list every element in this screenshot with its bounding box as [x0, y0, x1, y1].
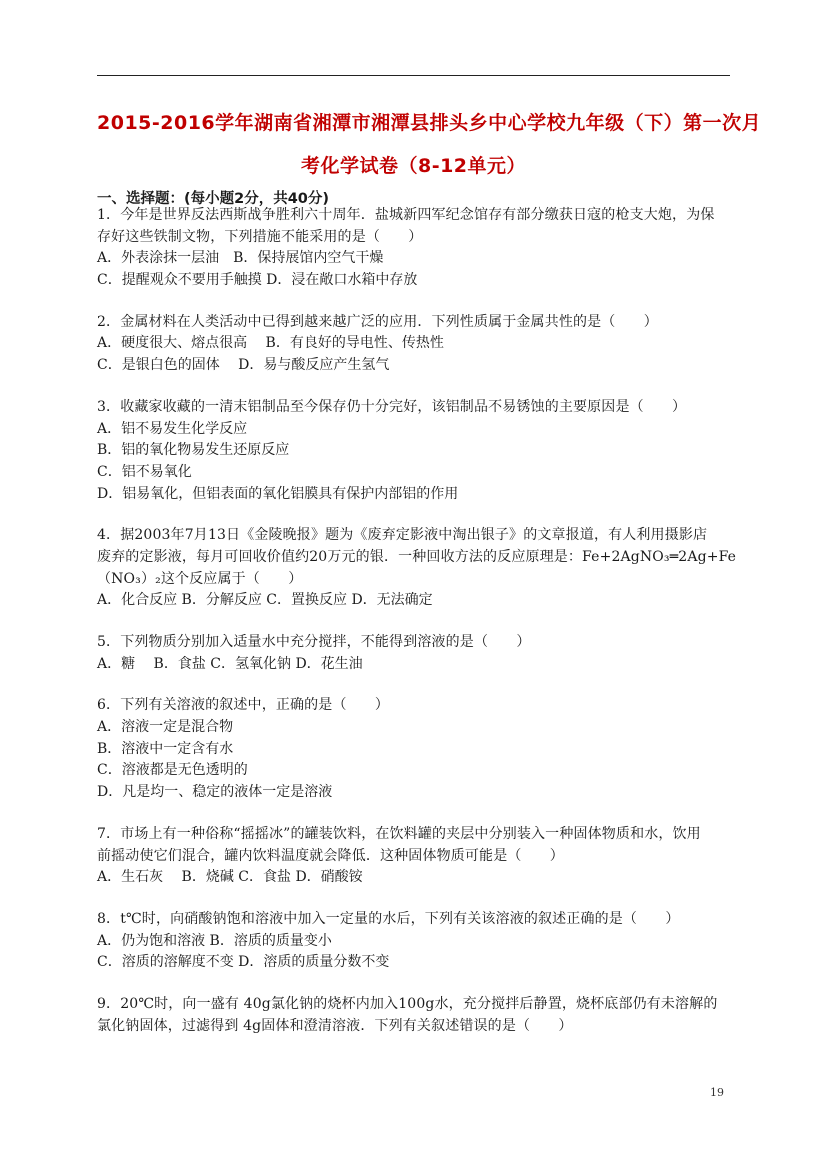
question-5	[97, 632, 737, 675]
question-stem-line: 前摇动使它们混合，罐内饮料温度就会降低．这种固体物质可能是（ ）	[97, 847, 564, 864]
answer-option-line: C．是银白色的固体 D．易与酸反应产生氢气	[97, 357, 390, 374]
answer-option-line: B．溶液中一定含有水	[97, 740, 234, 757]
question-2	[97, 312, 737, 377]
question-stem-line: 9．20℃时，向一盛有 40g氯化钠的烧杯内加入100g水，充分搅拌后静置，烧杯底部仍有未溶解的	[97, 995, 718, 1012]
question-stem-line: 2．金属材料在人类活动中已得到越来越广泛的应用．下列性质属于金属共性的是（ ）	[97, 313, 658, 330]
question-stem-line: 4．据2003年7月13日《金陵晚报》题为《废弃定影液中淘出银子》的文章报道，有人利用摄影店	[97, 527, 708, 544]
exam-title-line-1: 2015-2016学年湖南省湘潭市湘潭县排头乡中心学校九年级（下）第一次月	[97, 112, 762, 134]
answer-option-line: D．凡是均一、稳定的液体一定是溶液	[97, 784, 333, 801]
question-stem-line: 存好这些铁制文物，下列措施不能采用的是（ ）	[97, 228, 423, 245]
page-number: 19	[710, 1086, 724, 1099]
question-stem-line: 废弃的定影液，每月可回收价值约20万元的银．一种回收方法的反应原理是：Fe+2AgNO₃═2Ag+Fe	[97, 548, 737, 565]
answer-option-line: B．铝的氧化物易发生还原反应	[97, 442, 290, 459]
question-8	[97, 909, 737, 974]
answer-option-line: A．硬度很大、熔点很高 B．有良好的导电性、传热性	[97, 335, 444, 352]
answer-option-line: C．溶质的溶解度不变 D．溶质的质量分数不变	[97, 954, 390, 971]
answer-option-line: C．提醒观众不要用手触摸 D．浸在敞口水箱中存放	[97, 272, 418, 289]
question-stem-line: 6．下列有关溶液的叙述中，正确的是（ ）	[97, 697, 390, 714]
answer-option-line: C．铝不易氧化	[97, 463, 192, 480]
header-rule	[97, 75, 730, 76]
section-heading: 一、选择题：(每小题2分，共40分)	[97, 191, 330, 207]
question-6	[97, 695, 737, 803]
question-7	[97, 824, 737, 889]
answer-option-line: A．铝不易发生化学反应	[97, 420, 248, 437]
question-stem-line: （NO₃）₂这个反应属于（ ）	[97, 570, 303, 587]
answer-option-line: A．生石灰 B．烧碱 C．食盐 D．硝酸铵	[97, 869, 363, 886]
question-stem-line: 5．下列物质分别加入适量水中充分搅拌，不能得到溶液的是（ ）	[97, 634, 531, 650]
question-1	[97, 205, 737, 292]
answer-option-line: D．铝易氧化，但铝表面的氧化铝膜具有保护内部铝的作用	[97, 485, 459, 502]
exam-title-line-2: 考化学试卷（8-12单元）	[300, 155, 527, 177]
question-list	[97, 205, 737, 1057]
answer-option-line: C．溶液都是无色透明的	[97, 762, 248, 779]
answer-option-line: A．外表涂抹一层油 B．保持展馆内空气干燥	[97, 250, 384, 267]
question-3	[97, 397, 737, 505]
question-stem-line: 氯化钠固体，过滤得到 4g固体和澄清溶液．下列有关叙述错误的是（ ）	[97, 1017, 573, 1034]
question-stem-line: 3．收藏家收藏的一清末铝制品至今保存仍十分完好，该铝制品不易锈蚀的主要原因是（ ）	[97, 398, 687, 415]
answer-option-line: A．溶液一定是混合物	[97, 719, 234, 736]
answer-option-line: A．糖 B．食盐 C．氢氧化钠 D．花生油	[97, 655, 363, 672]
question-stem-line: 1．今年是世界反法西斯战争胜利六十周年．盐城新四军纪念馆存有部分缴获日寇的枪支大炮，为保	[97, 207, 715, 223]
answer-option-line: A．化合反应 B．分解反应 C．置换反应 D．无法确定	[97, 592, 433, 609]
answer-option-line: A．仍为饱和溶液 B．溶质的质量变小	[97, 932, 332, 949]
question-4	[97, 525, 737, 612]
question-9	[97, 994, 737, 1037]
question-stem-line: 7．市场上有一种俗称“摇摇冰”的罐装饮料，在饮料罐的夹层中分别装入一种固体物质和水，饮用	[97, 825, 701, 842]
question-stem-line: 8．t℃时，向硝酸钠饱和溶液中加入一定量的水后，下列有关该溶液的叙述正确的是（ ）	[97, 910, 680, 927]
